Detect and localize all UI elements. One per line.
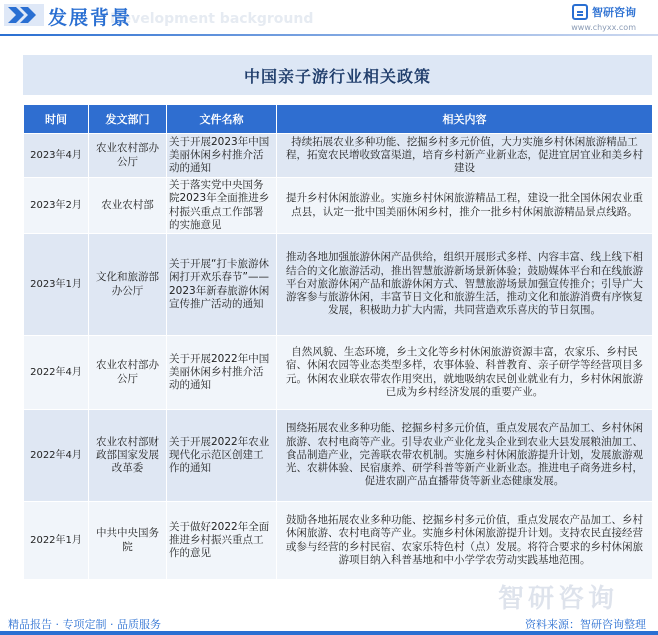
- table-row: [24, 502, 653, 580]
- cell-doc: 关于开展“打卡旅游休闲打开欢乐春节”——2023年新春旅游休闲宣传推广活动的通知: [167, 234, 277, 336]
- cell-doc: 关于开展2023年中国美丽休闲乡村推介活动的通知: [167, 134, 277, 178]
- cell-content: 推动各地加强旅游休闲产品供给，组织开展形式多样、内容丰富、线上线下相结合的文化旅游活动，推出智慧旅游新场景新体验；鼓励媒体平台和在线旅游平台对旅游休闲产品和旅游休闲方式、智慧旅游场景加强宣传推介；引导广大游客参与旅游休闲，丰富节日文化和旅游生活，推动文化和旅游消费有序恢复发展，积极助力扩大内需，共同营造欢乐喜庆的节日氛围。: [277, 234, 653, 336]
- policy-table-panel: [23, 55, 652, 580]
- footer-slogan: 精品报告 · 专项定制 · 品质服务: [8, 618, 161, 631]
- cell-doc: 关于做好2022年全面推进乡村振兴重点工作的意见: [167, 502, 277, 580]
- cell-date: 2022年1月: [24, 502, 89, 580]
- table-row: [24, 410, 653, 502]
- header-divider: [0, 34, 658, 36]
- brand-url: www.chyxx.com: [571, 23, 636, 32]
- cell-content: 持续拓展农业多种功能、挖掘乡村多元价值，大力实施乡村休闲旅游精品工程，拓宽农民增收致富渠道，培育乡村新产业新业态，促进宜居宜业和美乡村建设: [277, 134, 653, 178]
- cell-dept: 农业农村部: [89, 178, 167, 234]
- cell-content: 鼓励各地拓展农业多种功能、挖掘乡村多元价值，重点发展农产品加工、乡村休闲旅游、农村电商等产业。实施乡村休闲旅游提升计划。支持农民直接经营或参与经营的乡村民宿、农家乐特色村（点）发展。将符合要求的乡村休闲旅游项目纳入科普基地和中小学学农劳动实践基地范围。: [277, 502, 653, 580]
- page-title: 发展背景: [48, 7, 133, 29]
- cell-content: 自然风貌、生态环境，乡土文化等乡村休闲旅游资源丰富，农家乐、乡村民宿、休闲农园等业态类型多样，农事体验、科普教育、亲子研学等经营项目多元。休闲农业联农带农作用突出，就地吸纳农民创业就业有力，乡村休闲旅游已成为乡村经济发展的重要产业。: [277, 336, 653, 410]
- brand: [572, 4, 636, 20]
- footer-bar: [0, 631, 658, 635]
- cell-dept: 农业农村部办公厅: [89, 134, 167, 178]
- cell-date: 2023年2月: [24, 178, 89, 234]
- cell-doc: 关于落实党中央国务院2023年全面推进乡村振兴重点工作部署的实施意见: [167, 178, 277, 234]
- cell-dept: 农业农村部办公厅: [89, 336, 167, 410]
- cell-dept: 中共中央国务院: [89, 502, 167, 580]
- column-header-dept: 发文部门: [89, 105, 167, 134]
- table-row: [24, 178, 653, 234]
- brand-logo-icon: [572, 4, 588, 20]
- cell-content: 围绕拓展农业多种功能、挖掘乡村多元价值，重点发展农产品加工、乡村休闲旅游、农村电商等产业。引导农业产业化龙头企业到农业大县发展粮油加工、食品制造产业，完善联农带农机制。实施乡村休闲旅游提升计划，发展旅游观光、农耕体验、民宿康养、研学科普等新产业新业态。推进电子商务进乡村，促进农副产品直播带货等新业态健康发展。: [277, 410, 653, 502]
- column-header-date: 时间: [24, 105, 89, 134]
- double-arrow-icon: [4, 4, 44, 26]
- table-row: [24, 134, 653, 178]
- cell-date: 2022年4月: [24, 410, 89, 502]
- cell-date: 2023年4月: [24, 134, 89, 178]
- cell-doc: 关于开展2022年中国美丽休闲乡村推介活动的通知: [167, 336, 277, 410]
- cell-date: 2023年1月: [24, 234, 89, 336]
- table-row: [24, 234, 653, 336]
- watermark: 智研咨询: [497, 584, 618, 614]
- cell-dept: 农业农村部财政部国家发展改革委: [89, 410, 167, 502]
- table-row: [24, 336, 653, 410]
- column-header-content: 相关内容: [277, 105, 653, 134]
- table-header-row: [24, 105, 653, 134]
- cell-doc: 关于开展2022年农业现代化示范区创建工作的通知: [167, 410, 277, 502]
- cell-date: 2022年4月: [24, 336, 89, 410]
- header: [0, 0, 658, 36]
- column-header-doc: 文件名称: [167, 105, 277, 134]
- cell-content: 提升乡村休闲旅游业。实施乡村休闲旅游精品工程，建设一批全国休闲农业重点县，认定一批中国美丽休闲乡村，推介一批乡村休闲旅游精品景点线路。: [277, 178, 653, 234]
- cell-dept: 文化和旅游部办公厅: [89, 234, 167, 336]
- policy-table: [23, 104, 653, 580]
- header-ghost-text: Development background: [110, 11, 314, 27]
- table-title: 中国亲子游行业相关政策: [23, 55, 652, 95]
- brand-name: 智研咨询: [592, 6, 636, 19]
- footer-source: 资料来源：智研咨询整理: [525, 618, 646, 631]
